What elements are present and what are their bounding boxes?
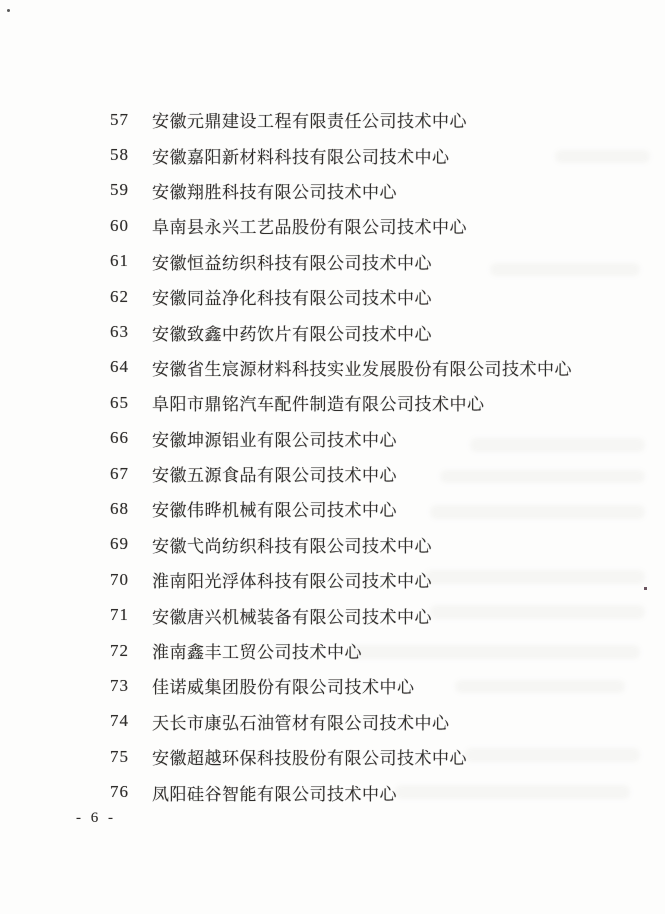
- item-number: 60: [110, 215, 129, 235]
- item-company-name: 安徽同益净化科技有限公司技术中心: [152, 289, 432, 309]
- item-number: 69: [110, 534, 129, 554]
- item-company-name: 安徽嘉阳新材料科技有限公司技术中心: [152, 147, 450, 167]
- list-item: [110, 633, 645, 668]
- list-item: [110, 350, 645, 385]
- list-item: [110, 491, 645, 526]
- list-item: [110, 668, 645, 703]
- item-number: 72: [110, 640, 129, 660]
- item-number: 58: [110, 145, 129, 165]
- item-company-name: 安徽翔胜科技有限公司技术中心: [152, 182, 397, 202]
- list-item: [110, 208, 645, 243]
- item-number: 71: [110, 605, 129, 625]
- item-number: 74: [110, 711, 129, 731]
- list-item: [110, 279, 645, 314]
- item-company-name: 安徽致鑫中药饮片有限公司技术中心: [152, 324, 432, 344]
- item-number: 64: [110, 357, 129, 377]
- item-company-name: 阜南县永兴工艺品股份有限公司技术中心: [152, 218, 467, 238]
- list-item: [110, 421, 645, 456]
- item-company-name: 凤阳硅谷智能有限公司技术中心: [152, 784, 397, 804]
- item-company-name: 淮南阳光浮体科技有限公司技术中心: [152, 572, 432, 592]
- item-company-name: 阜阳市鼎铭汽车配件制造有限公司技术中心: [152, 395, 485, 415]
- list-item: [110, 102, 645, 137]
- item-company-name: 安徽唐兴机械装备有限公司技术中心: [152, 607, 432, 627]
- item-company-name: 安徽省生宸源材料科技实业发展股份有限公司技术中心: [152, 359, 572, 379]
- item-number: 57: [110, 109, 129, 129]
- list-item: [110, 774, 645, 809]
- item-company-name: 安徽元鼎建设工程有限责任公司技术中心: [152, 112, 467, 132]
- item-company-name: 安徽伟晔机械有限公司技术中心: [152, 501, 397, 521]
- list-item: [110, 527, 645, 562]
- list-item: [110, 456, 645, 491]
- item-number: 66: [110, 428, 129, 448]
- item-number: 61: [110, 251, 129, 271]
- list-item: [110, 597, 645, 632]
- item-number: 67: [110, 463, 129, 483]
- list-item: [110, 314, 645, 349]
- item-number: 73: [110, 675, 129, 695]
- item-number: 70: [110, 569, 129, 589]
- item-number: 65: [110, 392, 129, 412]
- list-item: [110, 739, 645, 774]
- item-company-name: 天长市康弘石油管材有限公司技术中心: [152, 713, 450, 733]
- item-company-name: 安徽弋尚纺织科技有限公司技术中心: [152, 536, 432, 556]
- list-item: [110, 173, 645, 208]
- list-item: [110, 704, 645, 739]
- item-number: 68: [110, 498, 129, 518]
- list-item: [110, 562, 645, 597]
- page-number: - 6 -: [76, 810, 116, 826]
- item-company-name: 安徽五源食品有限公司技术中心: [152, 466, 397, 486]
- item-number: 62: [110, 286, 129, 306]
- item-number: 76: [110, 782, 129, 802]
- item-company-name: 安徽恒益纺织科技有限公司技术中心: [152, 253, 432, 273]
- list-item: [110, 385, 645, 420]
- list-item: [110, 137, 645, 172]
- item-company-name: 淮南鑫丰工贸公司技术中心: [152, 643, 362, 663]
- item-company-name: 佳诺威集团股份有限公司技术中心: [152, 678, 415, 698]
- item-company-name: 安徽超越环保科技股份有限公司技术中心: [152, 749, 467, 769]
- list-item: [110, 244, 645, 279]
- item-number: 59: [110, 180, 129, 200]
- item-number: 75: [110, 746, 129, 766]
- item-number: 63: [110, 322, 129, 342]
- company-list: [110, 102, 645, 810]
- scan-speck-topleft: [7, 9, 10, 12]
- item-company-name: 安徽坤源铝业有限公司技术中心: [152, 430, 397, 450]
